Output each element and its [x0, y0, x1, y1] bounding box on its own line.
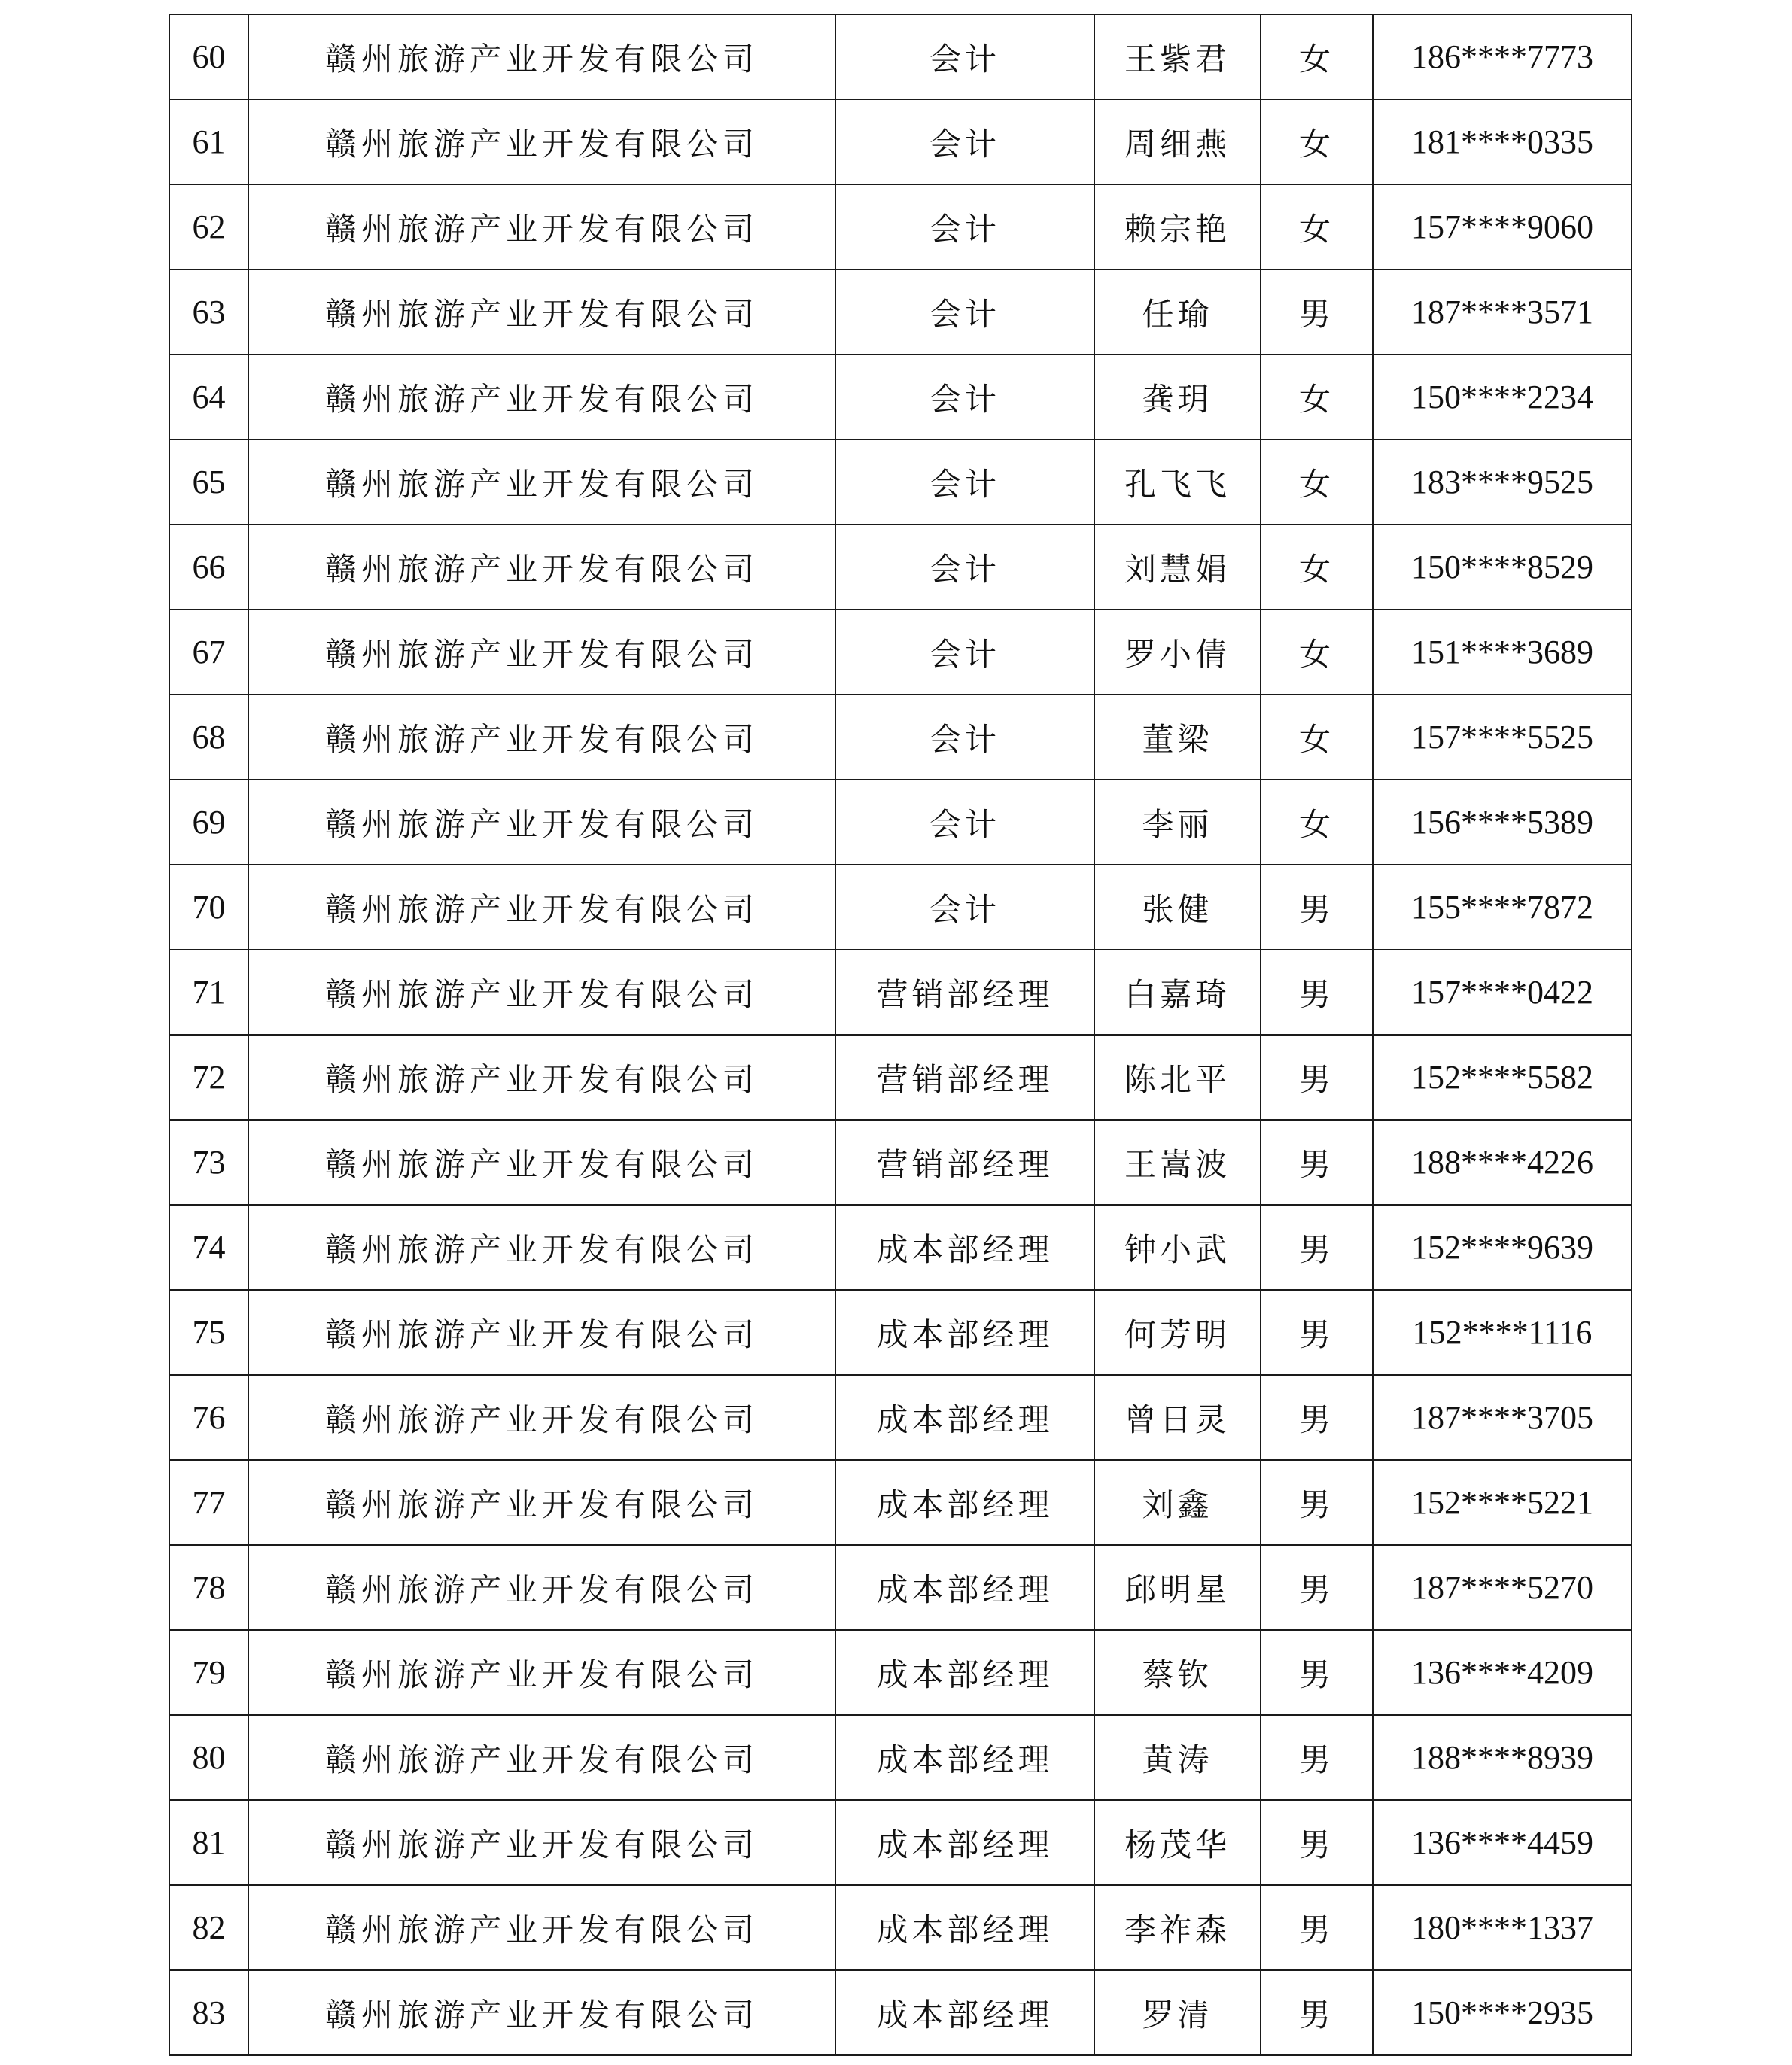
gender-cell: 男 — [1261, 1205, 1373, 1290]
gender-cell: 女 — [1261, 610, 1373, 695]
personnel-table — [169, 14, 1632, 2056]
phone-number-cell: 152****9639 — [1373, 1205, 1632, 1290]
table-row — [169, 1630, 1632, 1715]
phone-number-cell: 186****7773 — [1373, 14, 1632, 99]
person-name-cell: 钟小武 — [1094, 1205, 1261, 1290]
position-cell: 会计 — [835, 354, 1094, 439]
gender-cell: 男 — [1261, 950, 1373, 1035]
gender-cell: 女 — [1261, 99, 1373, 184]
person-name-cell: 周细燕 — [1094, 99, 1261, 184]
person-name-cell: 曾日灵 — [1094, 1375, 1261, 1460]
row-number-cell: 69 — [169, 780, 248, 865]
phone-number-cell: 157****5525 — [1373, 695, 1632, 780]
row-number-cell: 64 — [169, 354, 248, 439]
company-name-cell: 赣州旅游产业开发有限公司 — [248, 1035, 835, 1120]
phone-number-cell: 180****1337 — [1373, 1885, 1632, 1970]
phone-number-cell: 152****5582 — [1373, 1035, 1632, 1120]
position-cell: 会计 — [835, 695, 1094, 780]
gender-cell: 男 — [1261, 269, 1373, 354]
position-cell: 营销部经理 — [835, 1120, 1094, 1205]
table-row — [169, 525, 1632, 610]
table-row — [169, 1970, 1632, 2055]
position-cell: 会计 — [835, 780, 1094, 865]
company-name-cell: 赣州旅游产业开发有限公司 — [248, 1970, 835, 2055]
row-number-cell: 81 — [169, 1800, 248, 1885]
person-name-cell: 罗清 — [1094, 1970, 1261, 2055]
person-name-cell: 李祚森 — [1094, 1885, 1261, 1970]
person-name-cell: 白嘉琦 — [1094, 950, 1261, 1035]
row-number-cell: 71 — [169, 950, 248, 1035]
person-name-cell: 何芳明 — [1094, 1290, 1261, 1375]
company-name-cell: 赣州旅游产业开发有限公司 — [248, 1205, 835, 1290]
gender-cell: 男 — [1261, 1800, 1373, 1885]
phone-number-cell: 188****8939 — [1373, 1715, 1632, 1800]
gender-cell: 女 — [1261, 354, 1373, 439]
person-name-cell: 蔡钦 — [1094, 1630, 1261, 1715]
company-name-cell: 赣州旅游产业开发有限公司 — [248, 184, 835, 269]
position-cell: 会计 — [835, 14, 1094, 99]
phone-number-cell: 152****5221 — [1373, 1460, 1632, 1545]
gender-cell: 男 — [1261, 1630, 1373, 1715]
row-number-cell: 68 — [169, 695, 248, 780]
company-name-cell: 赣州旅游产业开发有限公司 — [248, 1120, 835, 1205]
table-row — [169, 439, 1632, 525]
position-cell: 会计 — [835, 439, 1094, 525]
gender-cell: 女 — [1261, 14, 1373, 99]
position-cell: 成本部经理 — [835, 1545, 1094, 1630]
position-cell: 会计 — [835, 525, 1094, 610]
phone-number-cell: 183****9525 — [1373, 439, 1632, 525]
table-row — [169, 1715, 1632, 1800]
table-row — [169, 1545, 1632, 1630]
person-name-cell: 李丽 — [1094, 780, 1261, 865]
position-cell: 会计 — [835, 184, 1094, 269]
gender-cell: 男 — [1261, 1460, 1373, 1545]
position-cell: 会计 — [835, 269, 1094, 354]
table-row — [169, 1375, 1632, 1460]
gender-cell: 男 — [1261, 1715, 1373, 1800]
company-name-cell: 赣州旅游产业开发有限公司 — [248, 354, 835, 439]
company-name-cell: 赣州旅游产业开发有限公司 — [248, 269, 835, 354]
table-row — [169, 1800, 1632, 1885]
phone-number-cell: 155****7872 — [1373, 865, 1632, 950]
phone-number-cell: 187****3705 — [1373, 1375, 1632, 1460]
company-name-cell: 赣州旅游产业开发有限公司 — [248, 14, 835, 99]
table-row — [169, 1120, 1632, 1205]
company-name-cell: 赣州旅游产业开发有限公司 — [248, 1375, 835, 1460]
row-number-cell: 76 — [169, 1375, 248, 1460]
table-row — [169, 695, 1632, 780]
row-number-cell: 83 — [169, 1970, 248, 2055]
row-number-cell: 60 — [169, 14, 248, 99]
table-row — [169, 354, 1632, 439]
row-number-cell: 70 — [169, 865, 248, 950]
position-cell: 成本部经理 — [835, 1460, 1094, 1545]
position-cell: 会计 — [835, 99, 1094, 184]
person-name-cell: 王嵩波 — [1094, 1120, 1261, 1205]
position-cell: 营销部经理 — [835, 950, 1094, 1035]
row-number-cell: 66 — [169, 525, 248, 610]
gender-cell: 男 — [1261, 1970, 1373, 2055]
table-row — [169, 950, 1632, 1035]
company-name-cell: 赣州旅游产业开发有限公司 — [248, 780, 835, 865]
position-cell: 成本部经理 — [835, 1800, 1094, 1885]
gender-cell: 女 — [1261, 780, 1373, 865]
phone-number-cell: 150****2935 — [1373, 1970, 1632, 2055]
table-row — [169, 1290, 1632, 1375]
row-number-cell: 77 — [169, 1460, 248, 1545]
table-row — [169, 184, 1632, 269]
company-name-cell: 赣州旅游产业开发有限公司 — [248, 1545, 835, 1630]
gender-cell: 女 — [1261, 439, 1373, 525]
phone-number-cell: 136****4209 — [1373, 1630, 1632, 1715]
row-number-cell: 75 — [169, 1290, 248, 1375]
table-row — [169, 1460, 1632, 1545]
position-cell: 成本部经理 — [835, 1290, 1094, 1375]
table-row — [169, 1035, 1632, 1120]
phone-number-cell: 187****5270 — [1373, 1545, 1632, 1630]
phone-number-cell: 181****0335 — [1373, 99, 1632, 184]
person-name-cell: 黄涛 — [1094, 1715, 1261, 1800]
phone-number-cell: 150****8529 — [1373, 525, 1632, 610]
table-row — [169, 780, 1632, 865]
position-cell: 成本部经理 — [835, 1630, 1094, 1715]
table-row — [169, 14, 1632, 99]
phone-number-cell: 150****2234 — [1373, 354, 1632, 439]
row-number-cell: 80 — [169, 1715, 248, 1800]
person-name-cell: 刘慧娟 — [1094, 525, 1261, 610]
person-name-cell: 董梁 — [1094, 695, 1261, 780]
gender-cell: 男 — [1261, 1290, 1373, 1375]
row-number-cell: 65 — [169, 439, 248, 525]
phone-number-cell: 156****5389 — [1373, 780, 1632, 865]
phone-number-cell: 188****4226 — [1373, 1120, 1632, 1205]
row-number-cell: 78 — [169, 1545, 248, 1630]
position-cell: 成本部经理 — [835, 1885, 1094, 1970]
phone-number-cell: 187****3571 — [1373, 269, 1632, 354]
position-cell: 成本部经理 — [835, 1970, 1094, 2055]
row-number-cell: 62 — [169, 184, 248, 269]
person-name-cell: 孔飞飞 — [1094, 439, 1261, 525]
gender-cell: 男 — [1261, 865, 1373, 950]
gender-cell: 女 — [1261, 525, 1373, 610]
person-name-cell: 赖宗艳 — [1094, 184, 1261, 269]
company-name-cell: 赣州旅游产业开发有限公司 — [248, 99, 835, 184]
person-name-cell: 罗小倩 — [1094, 610, 1261, 695]
table-body — [169, 14, 1632, 2055]
person-name-cell: 张健 — [1094, 865, 1261, 950]
person-name-cell: 陈北平 — [1094, 1035, 1261, 1120]
table-row — [169, 99, 1632, 184]
company-name-cell: 赣州旅游产业开发有限公司 — [248, 1715, 835, 1800]
person-name-cell: 龚玥 — [1094, 354, 1261, 439]
row-number-cell: 67 — [169, 610, 248, 695]
row-number-cell: 79 — [169, 1630, 248, 1715]
gender-cell: 男 — [1261, 1120, 1373, 1205]
company-name-cell: 赣州旅游产业开发有限公司 — [248, 1800, 835, 1885]
table-row — [169, 269, 1632, 354]
gender-cell: 男 — [1261, 1035, 1373, 1120]
position-cell: 成本部经理 — [835, 1715, 1094, 1800]
person-name-cell: 王紫君 — [1094, 14, 1261, 99]
position-cell: 营销部经理 — [835, 1035, 1094, 1120]
phone-number-cell: 157****0422 — [1373, 950, 1632, 1035]
table-row — [169, 865, 1632, 950]
row-number-cell: 82 — [169, 1885, 248, 1970]
company-name-cell: 赣州旅游产业开发有限公司 — [248, 865, 835, 950]
company-name-cell: 赣州旅游产业开发有限公司 — [248, 695, 835, 780]
position-cell: 会计 — [835, 865, 1094, 950]
gender-cell: 女 — [1261, 184, 1373, 269]
phone-number-cell: 151****3689 — [1373, 610, 1632, 695]
position-cell: 成本部经理 — [835, 1205, 1094, 1290]
row-number-cell: 73 — [169, 1120, 248, 1205]
person-name-cell: 邱明星 — [1094, 1545, 1261, 1630]
table-row — [169, 1885, 1632, 1970]
position-cell: 会计 — [835, 610, 1094, 695]
table-row — [169, 1205, 1632, 1290]
person-name-cell: 刘鑫 — [1094, 1460, 1261, 1545]
row-number-cell: 63 — [169, 269, 248, 354]
person-name-cell: 任瑜 — [1094, 269, 1261, 354]
person-name-cell: 杨茂华 — [1094, 1800, 1261, 1885]
position-cell: 成本部经理 — [835, 1375, 1094, 1460]
gender-cell: 男 — [1261, 1885, 1373, 1970]
gender-cell: 男 — [1261, 1375, 1373, 1460]
row-number-cell: 72 — [169, 1035, 248, 1120]
phone-number-cell: 152****1116 — [1373, 1290, 1632, 1375]
gender-cell: 男 — [1261, 1545, 1373, 1630]
gender-cell: 女 — [1261, 695, 1373, 780]
table-row — [169, 610, 1632, 695]
company-name-cell: 赣州旅游产业开发有限公司 — [248, 950, 835, 1035]
phone-number-cell: 136****4459 — [1373, 1800, 1632, 1885]
company-name-cell: 赣州旅游产业开发有限公司 — [248, 525, 835, 610]
company-name-cell: 赣州旅游产业开发有限公司 — [248, 1460, 835, 1545]
phone-number-cell: 157****9060 — [1373, 184, 1632, 269]
company-name-cell: 赣州旅游产业开发有限公司 — [248, 610, 835, 695]
company-name-cell: 赣州旅游产业开发有限公司 — [248, 439, 835, 525]
row-number-cell: 74 — [169, 1205, 248, 1290]
company-name-cell: 赣州旅游产业开发有限公司 — [248, 1290, 835, 1375]
row-number-cell: 61 — [169, 99, 248, 184]
company-name-cell: 赣州旅游产业开发有限公司 — [248, 1630, 835, 1715]
company-name-cell: 赣州旅游产业开发有限公司 — [248, 1885, 835, 1970]
